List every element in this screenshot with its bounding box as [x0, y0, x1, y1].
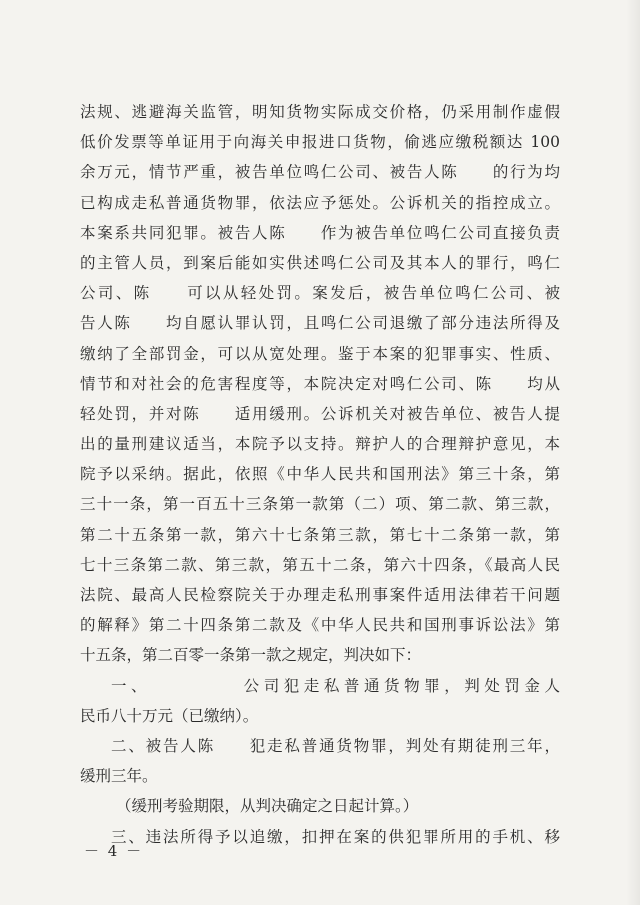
text-line: 本案系共同犯罪。被告人陈 作为被告单位鸣仁公司直接负责: [80, 223, 560, 242]
text-line: 十五条，第二百零一条第一款之规定，判决如下：: [80, 646, 422, 665]
text-line: 法规、逃避海关监管，明知货物实际成交价格，仍采用制作虚假: [80, 103, 560, 121]
judgment-text: [80, 97, 560, 852]
text-line: 情节和对社会的危害程度等，本院决定对鸣仁公司、陈 均从: [80, 374, 560, 393]
text-line: 七十三条第二款、第三款，第五十二条，第六十四条，《最高人民: [80, 555, 560, 574]
text-line: 三十一条，第一百五十三条第一款第（二）项、第二款、第三款，: [80, 495, 560, 514]
text-line: 的主管人员，到案后能如实供述鸣仁公司及其本人的罪行，鸣仁: [80, 253, 560, 272]
text-line: 出的量刑建议适当，本院予以支持。辩护人的合理辩护意见，本: [80, 435, 560, 454]
page-number: － 4 －: [84, 842, 144, 860]
verdict-item-2: 二、被告人陈 犯走私普通货物罪，判处有期徒刑三年，: [111, 736, 560, 755]
text-line: 低价发票等单证用于向海关申报进口货物，偷逃应缴税额达 100: [80, 133, 560, 152]
page-shadow: [626, 0, 640, 905]
text-line: 的解释》第二十四条第二款及《中华人民共和国刑事诉讼法》第: [80, 616, 560, 635]
verdict-item-1: 一、 公司犯走私普通货物罪，判处罚金人: [111, 676, 560, 695]
verdict-item-3: 三、违法所得予以追缴，扣押在案的供犯罪所用的手机、移: [111, 827, 560, 846]
text-line: 公司、陈 可以从轻处罚。案发后，被告单位鸣仁公司、被: [80, 284, 560, 303]
text-line: 余万元，情节严重，被告单位鸣仁公司、被告人陈 的行为均: [80, 163, 560, 182]
text-line: 缴纳了全部罚金，可以从宽处理。鉴于本案的犯罪事实、性质、: [80, 344, 560, 363]
text-line: 缓刑三年。: [80, 767, 158, 786]
text-line: 法院、最高人民检察院关于办理走私刑事案件适用法律若干问题: [80, 586, 560, 604]
text-line: 已构成走私普通货物罪，依法应予惩处。公诉机关的指控成立。: [80, 193, 560, 212]
text-line: 轻处罚，并对陈 适用缓刑。公诉机关对被告单位、被告人提: [80, 404, 560, 423]
text-line: 第二十五条第一款，第六十七条第三款，第七十二条第一款，第: [80, 525, 560, 544]
text-line: 院予以采纳。据此，依照《中华人民共和国刑法》第三十条，第: [80, 465, 560, 484]
text-line: 民币八十万元（已缴纳）。: [80, 706, 259, 725]
text-line: 告人陈 均自愿认罪认罚，且鸣仁公司退缴了部分违法所得及: [80, 314, 560, 333]
probation-note: （缓刑考验期限，从判决确定之日起计算。）: [116, 797, 419, 816]
